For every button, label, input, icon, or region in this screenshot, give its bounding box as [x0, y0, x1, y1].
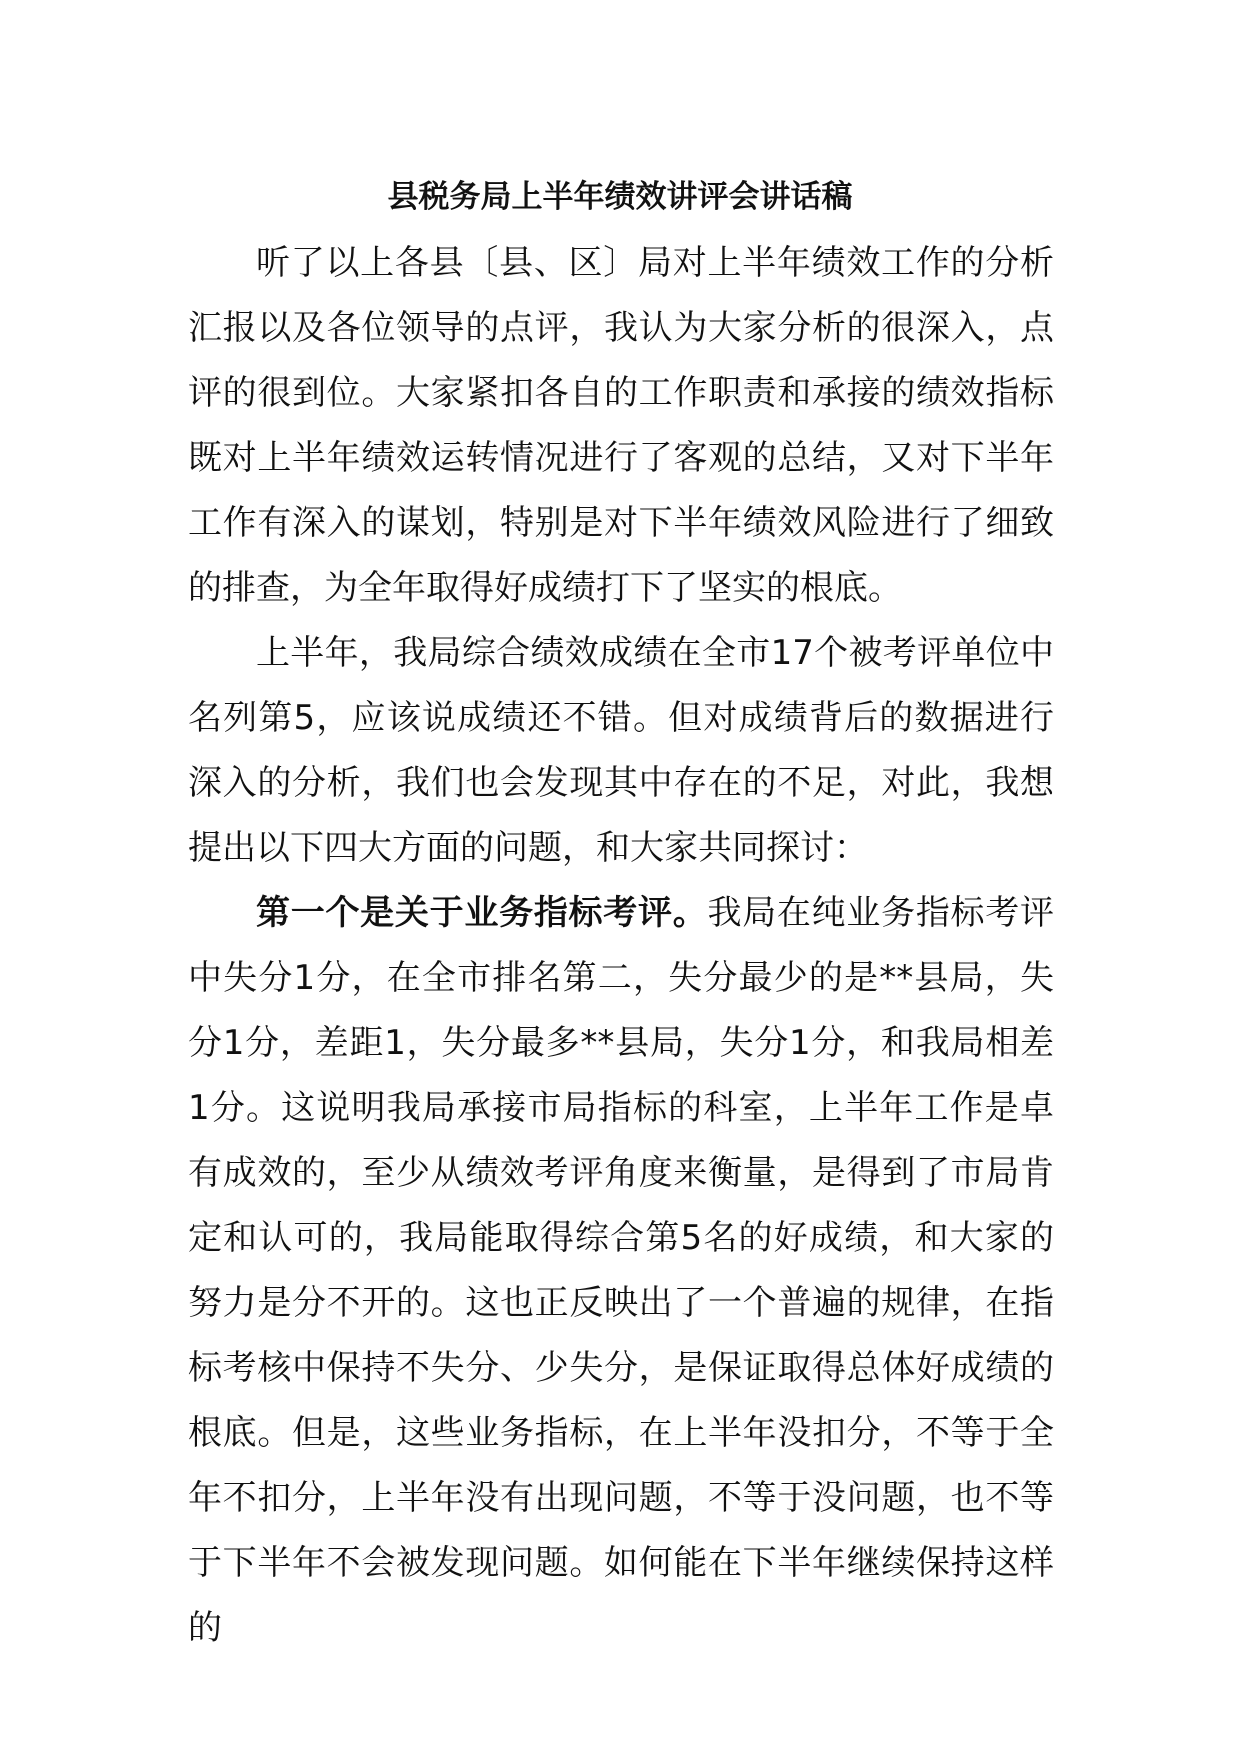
document-body [188, 231, 1054, 1661]
paragraph-lead: 第一个是关于业务指标考评。 [256, 893, 708, 933]
paragraph-ranking [188, 621, 1054, 881]
paragraph-text: 我局在纯业务指标考评中失分1分，在全市排名第二，失分最少的是**县局，失分1分，差距1，失分最多**县局，失分1分，和我局相差1分。这说明我局承接市局指标的科室，上半年工作是卓有成效的，至少从绩效考评角度来衡量，是得到了市局肯定和认可的，我局能取得综合第5名的好成绩，和大家的努力是分不开的。这也正反映出了一个普遍的规律，在指标考核中保持不失分、少失分，是保证取得总体好成绩的根底。但是，这些业务指标，在上半年没扣分，不等于全年不扣分，上半年没有出现问题，不等于没问题，也不等于下半年不会被发现问题。如何能在下半年继续保持这样的 [188, 893, 1055, 1648]
paragraph-text: 上半年，我局综合绩效成绩在全市17个被考评单位中名列第5，应该说成绩还不错。但对成绩背后的数据进行深入的分析，我们也会发现其中存在的不足，对此，我想提出以下四大方面的问题，和大家共同探讨： [188, 633, 1054, 868]
paragraph-opening [188, 231, 1054, 621]
document-title: 县税务局上半年绩效讲评会讲话稿 [387, 179, 853, 215]
paragraph-business-indicators [188, 881, 1054, 1661]
paragraph-text: 听了以上各县〔县、区〕局对上半年绩效工作的分析汇报以及各位领导的点评，我认为大家分析的很深入，点评的很到位。大家紧扣各自的工作职责和承接的绩效指标既对上半年绩效运转情况进行了客观的总结，又对下半年工作有深入的谋划，特别是对下半年绩效风险进行了细致的排查，为全年取得好成绩打下了坚实的根底。 [188, 243, 1054, 608]
